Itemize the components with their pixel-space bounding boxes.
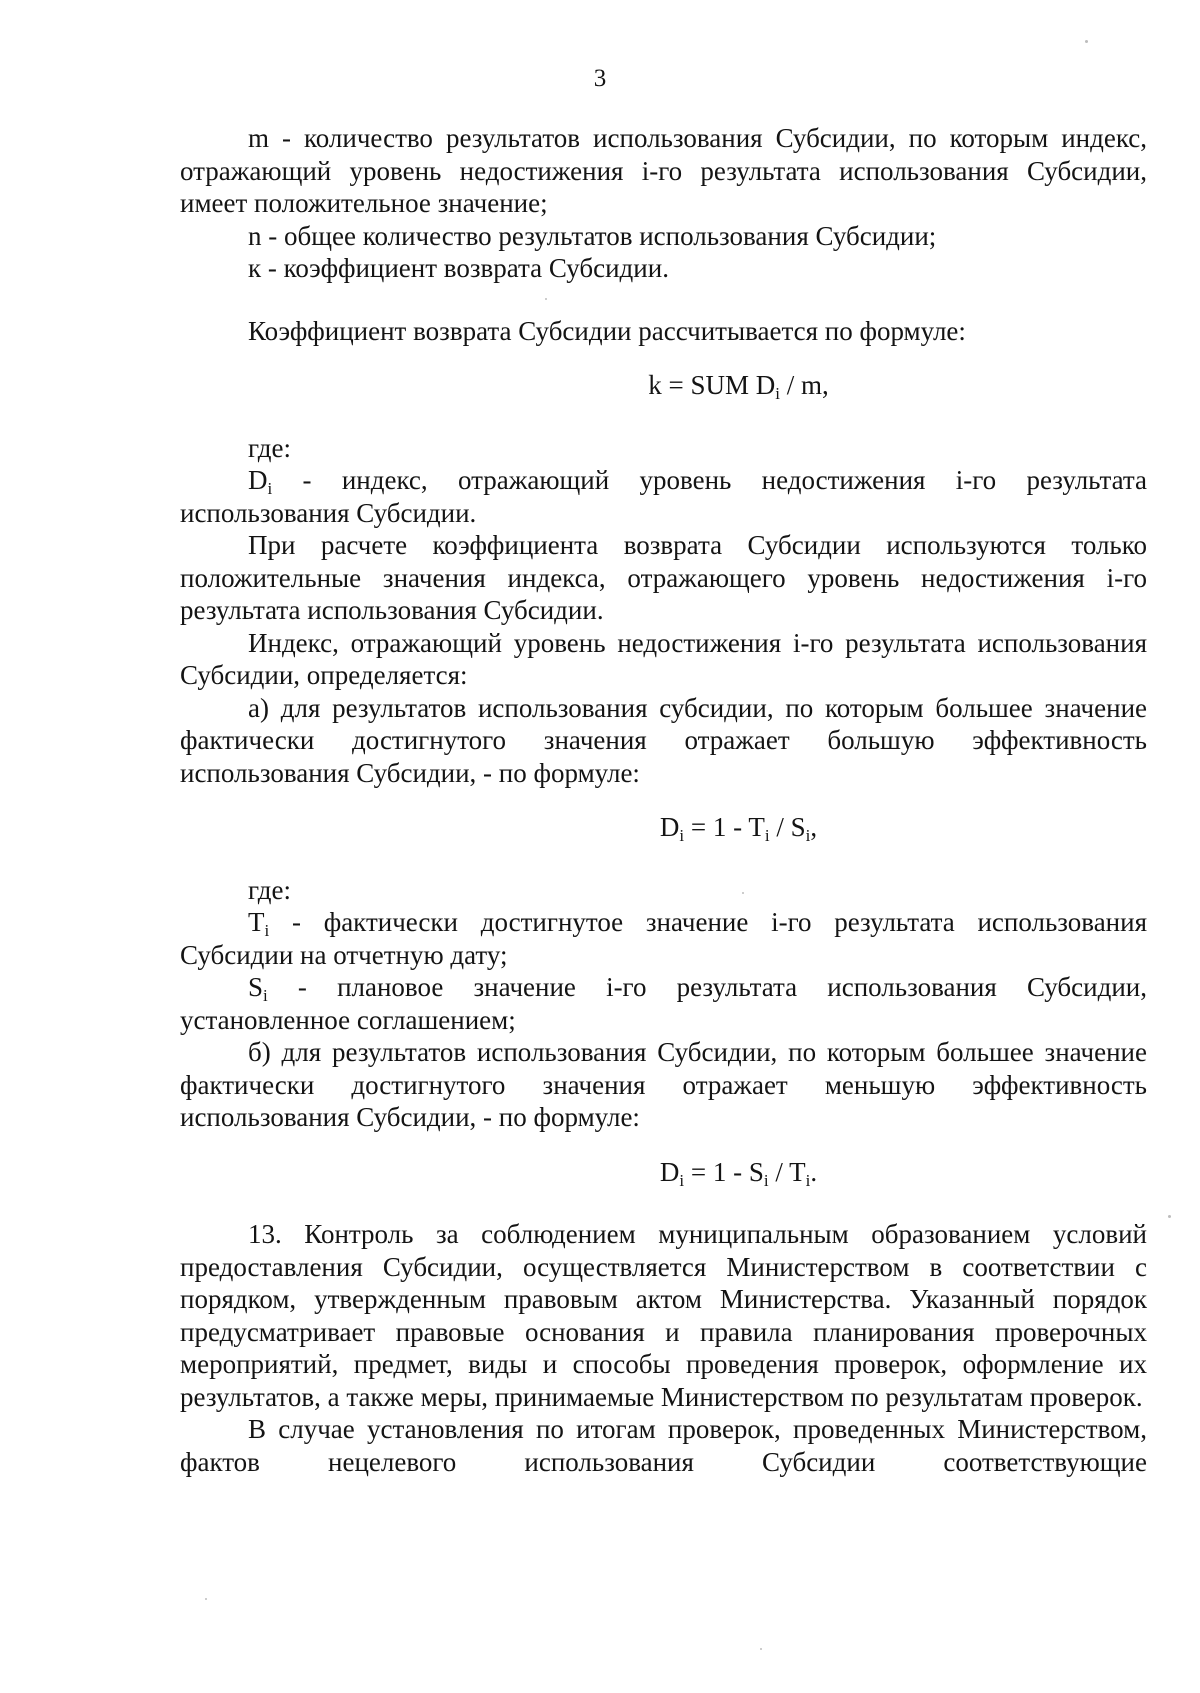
formula-a-d-sub: i	[679, 826, 685, 845]
formula-k	[180, 369, 1147, 402]
paragraph-case-a: а) для результатов использования субсидии, по которым большее значение фактически достигнутого значения отражает большую эффективность использования Субсидии, - по формуле:	[180, 692, 1147, 788]
formula-k-sub: i	[775, 384, 780, 403]
definition-n: n - общее количество результатов использования Субсидии;	[248, 220, 937, 251]
definition-ti	[180, 906, 1147, 971]
formula-a-s-sub: i	[805, 826, 811, 845]
formula-b	[180, 1156, 1147, 1189]
definition-si-text: - плановое значение i-го результата использования Субсидии, установленное соглашением;	[180, 972, 1147, 1035]
formula-b-t-sub: i	[805, 1170, 811, 1190]
formula-b-mid: = 1 - S	[684, 1156, 764, 1187]
paragraph-13-control: 13. Контроль за соблюдением муниципальным образованием условий предоставления Субсидии, осуществляется Министерством в соответствии с порядком, утвержденным правовым актом Министерства. Указанный порядок предусматривает правовые основания и правила планирования проверочных мероприятий, предмет, виды и способы проведения проверок, оформление их результатов, а также меры, принимаемые Министерством по результатам проверок.	[180, 1219, 1147, 1412]
formula-a-d: D	[659, 812, 680, 842]
formula-b-slash: / T	[768, 1156, 806, 1187]
where-label-2: где:	[248, 874, 291, 905]
formula-b-d-sub: i	[679, 1170, 685, 1190]
paragraph-positive-values: При расчете коэффициента возврата Субсидии используются только положительные значения индекса, отражающего уровень недостижения i-го результата использования Субсидии.	[180, 530, 1147, 625]
where-label-1: где:	[248, 432, 291, 463]
formula-a	[180, 811, 1147, 844]
formula-k-left: k = SUM D	[648, 370, 776, 400]
definition-di-sub: i	[267, 479, 273, 498]
paragraph-index-defined: Индекс, отражающий уровень недостижения i-го результата использования Субсидии, определяется:	[180, 627, 1147, 690]
formula-k-right: / m,	[779, 370, 829, 400]
definition-di-symbol: D	[248, 465, 268, 495]
scan-speck	[205, 1598, 207, 1600]
definition-si-symbol: S	[248, 972, 264, 1002]
definition-ti-text: - фактически достигнутое значение i-го результата использования Субсидии на отчетную дату;	[180, 907, 1147, 970]
scan-speck	[760, 1648, 762, 1650]
scan-speck	[1168, 1215, 1171, 1218]
definition-ti-sub: i	[264, 921, 270, 940]
formula-a-end: ,	[810, 812, 818, 842]
definition-si	[180, 971, 1147, 1036]
scan-speck	[1085, 40, 1088, 43]
definition-k: к - коэффициент возврата Субсидии.	[248, 253, 669, 283]
document-body	[180, 122, 1147, 1478]
page-number: 3	[593, 65, 607, 92]
scan-speck	[545, 298, 547, 300]
definition-m: m - количество результатов использования Субсидии, по которым индекс, отражающий уровень недостижения i-го результата использования Субсидии, имеет положительное значение;	[180, 123, 1147, 218]
formula-a-t-sub: i	[764, 826, 770, 845]
paragraph-misuse-case: В случае установления по итогам проверок, проведенных Министерством, фактов нецелевого использования Субсидии соответствующие	[180, 1414, 1147, 1477]
definition-di	[180, 464, 1147, 529]
formula-a-mid: = 1 - T	[684, 812, 765, 842]
definition-di-text: - индекс, отражающий уровень недостижения i-го результата использования Субсидии.	[180, 465, 1147, 528]
paragraph-case-b: б) для результатов использования Субсидии, по которым большее значение фактически достигнутого значения отражает меньшую эффективность использования Субсидии, - по формуле:	[180, 1037, 1147, 1132]
formula-b-end: .	[810, 1156, 818, 1187]
definition-ti-symbol: T	[248, 907, 265, 937]
formula-b-d: D	[659, 1156, 680, 1187]
definition-si-sub: i	[263, 986, 268, 1005]
coefficient-intro: Коэффициент возврата Субсидии рассчитывается по формуле:	[248, 315, 966, 346]
formula-b-s-sub: i	[763, 1170, 769, 1190]
scan-speck	[742, 892, 744, 894]
formula-a-slash: / S	[769, 812, 806, 842]
